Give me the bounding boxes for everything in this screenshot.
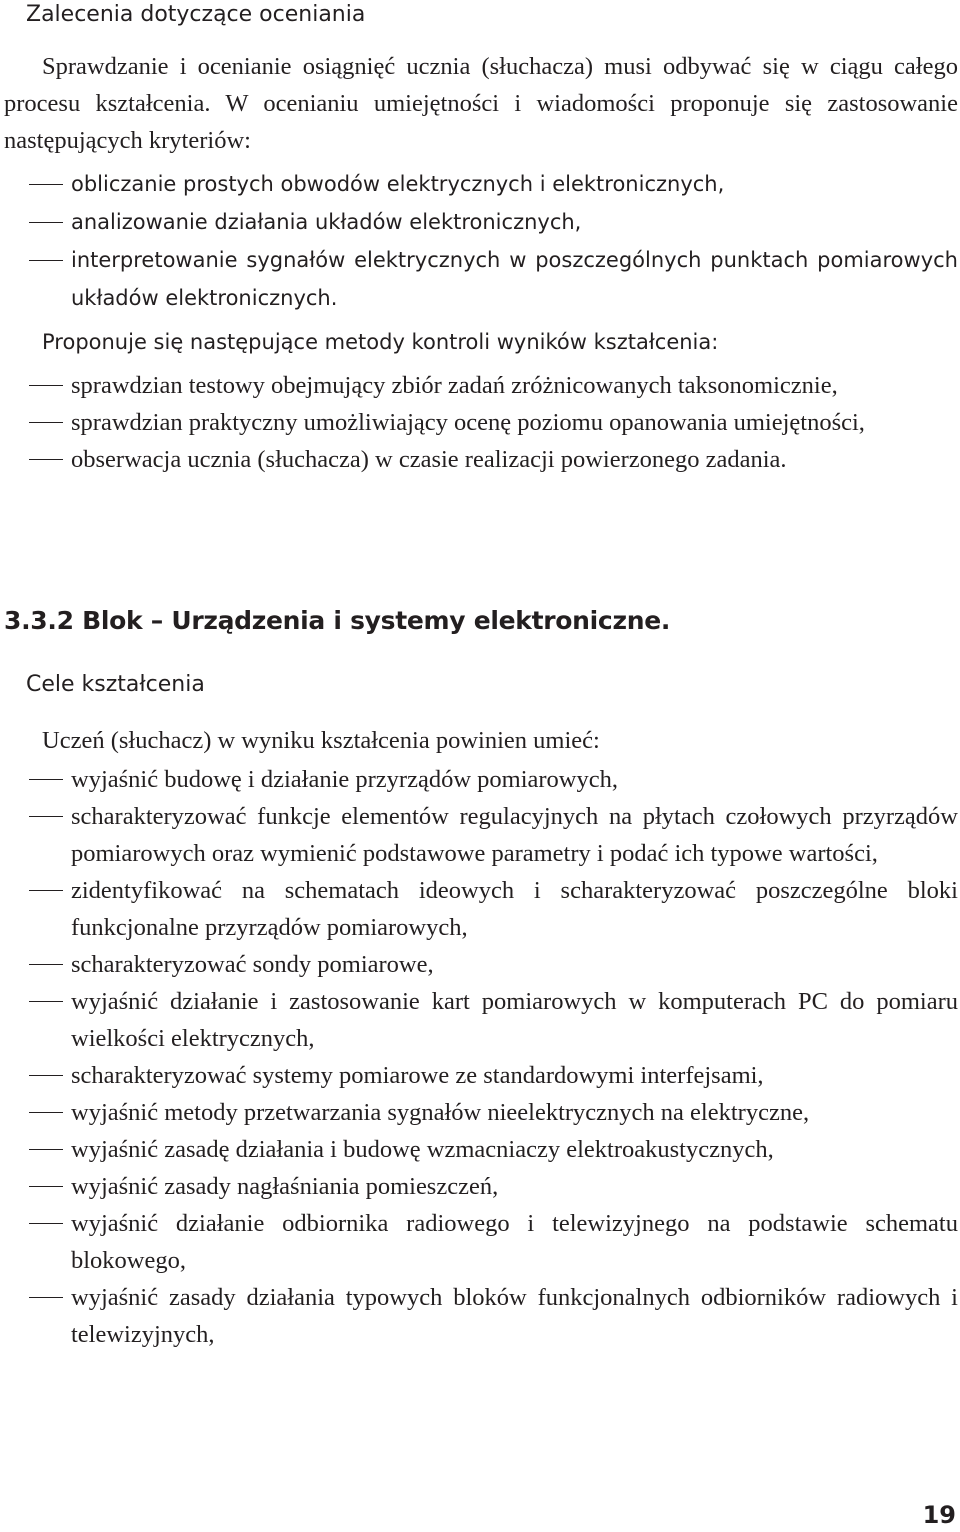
list-item-text: wyjaśnić działanie i zastosowanie kart pomiarowych w komputerach PC do pomiaru wielkości elektrycznych, <box>71 988 958 1052</box>
list-item-text: sprawdzian praktyczny umożliwiający ocenę poziomu opanowania umiejętności, <box>71 409 865 436</box>
list-item-text: obserwacja ucznia (słuchacza) w czasie realizacji powierzonego zadania. <box>71 446 787 473</box>
dash-bullet <box>29 260 63 261</box>
dash-bullet <box>29 1112 63 1113</box>
list-item <box>4 203 958 241</box>
list-item <box>4 946 958 983</box>
goals-block <box>4 722 958 1353</box>
goals-list <box>4 761 958 1353</box>
list-item-text: obliczanie prostych obwodów elektrycznych i elektronicznych, <box>71 172 725 196</box>
methods-block <box>4 367 958 478</box>
goals-heading: Cele kształcenia <box>26 672 205 697</box>
list-item <box>4 983 958 1057</box>
list-item <box>4 1131 958 1168</box>
assessment-intro-block <box>4 48 958 159</box>
list-item-text: wyjaśnić zasadę działania i budowę wzmacniaczy elektroakustycznych, <box>71 1136 774 1163</box>
dash-bullet <box>29 816 63 817</box>
dash-bullet <box>29 1001 63 1002</box>
dash-bullet <box>29 1149 63 1150</box>
methods-intro-block <box>4 323 958 361</box>
list-item-text: wyjaśnić budowę i działanie przyrządów pomiarowych, <box>71 766 618 793</box>
list-item-text: analizowanie działania układów elektronicznych, <box>71 210 582 234</box>
criteria-list <box>4 165 958 317</box>
dash-bullet <box>29 385 63 386</box>
assessment-intro: Sprawdzanie i ocenianie osiągnięć ucznia (słuchacza) musi odbywać się w ciągu całego procesu kształcenia. W ocenianiu umiejętności i wiadomości proponuje się zastosowanie następujących kryteriów: <box>4 53 958 154</box>
list-item <box>4 404 958 441</box>
methods-list <box>4 367 958 478</box>
dash-bullet <box>29 1297 63 1298</box>
list-item <box>4 1094 958 1131</box>
list-item <box>4 241 958 317</box>
goals-intro: Uczeń (słuchacz) w wyniku kształcenia powinien umieć: <box>42 727 600 754</box>
list-item-text: zidentyfikować na schematach ideowych i scharakteryzować poszczególne bloki funkcjonalne przyrządów pomiarowych, <box>71 877 958 941</box>
list-item <box>4 798 958 872</box>
dash-bullet <box>29 1075 63 1076</box>
list-item-text: wyjaśnić metody przetwarzania sygnałów nieelektrycznych na elektryczne, <box>71 1099 810 1126</box>
dash-bullet <box>29 1223 63 1224</box>
assessment-heading: Zalecenia dotyczące oceniania <box>26 2 366 27</box>
list-item <box>4 1168 958 1205</box>
list-item-text: scharakteryzować systemy pomiarowe ze standardowymi interfejsami, <box>71 1062 764 1089</box>
list-item <box>4 165 958 203</box>
dash-bullet <box>29 422 63 423</box>
list-item-text: sprawdzian testowy obejmujący zbiór zadań zróżnicowanych taksonomicznie, <box>71 372 838 399</box>
list-item <box>4 761 958 798</box>
dash-bullet <box>29 184 63 185</box>
criteria-block <box>4 165 958 317</box>
methods-intro: Proponuje się następujące metody kontroli wyników kształcenia: <box>42 330 719 354</box>
dash-bullet <box>29 459 63 460</box>
page-number: 19 <box>922 1501 956 1529</box>
list-item-text: wyjaśnić zasady nagłaśniania pomieszczeń, <box>71 1173 499 1200</box>
list-item <box>4 872 958 946</box>
list-item-text: interpretowanie sygnałów elektrycznych w poszczególnych punktach pomiarowych układów elektronicznych. <box>71 248 958 310</box>
dash-bullet <box>29 779 63 780</box>
dash-bullet <box>29 964 63 965</box>
list-item <box>4 1279 958 1353</box>
list-item-text: scharakteryzować sondy pomiarowe, <box>71 951 434 978</box>
dash-bullet <box>29 890 63 891</box>
dash-bullet <box>29 222 63 223</box>
dash-bullet <box>29 1186 63 1187</box>
list-item-text: wyjaśnić działanie odbiornika radiowego i telewizyjnego na podstawie schematu blokowego, <box>71 1210 958 1274</box>
list-item-text: scharakteryzować funkcje elementów regulacyjnych na płytach czołowych przyrządów pomiarowych oraz wymienić podstawowe parametry i podać ich typowe wartości, <box>71 803 958 867</box>
list-item <box>4 441 958 478</box>
list-item-text: wyjaśnić zasady działania typowych bloków funkcjonalnych odbiorników radiowych i telewizyjnych, <box>71 1284 958 1348</box>
list-item <box>4 367 958 404</box>
list-item <box>4 1057 958 1094</box>
section-title: 3.3.2 Blok – Urządzenia i systemy elektroniczne. <box>4 606 671 635</box>
list-item <box>4 1205 958 1279</box>
